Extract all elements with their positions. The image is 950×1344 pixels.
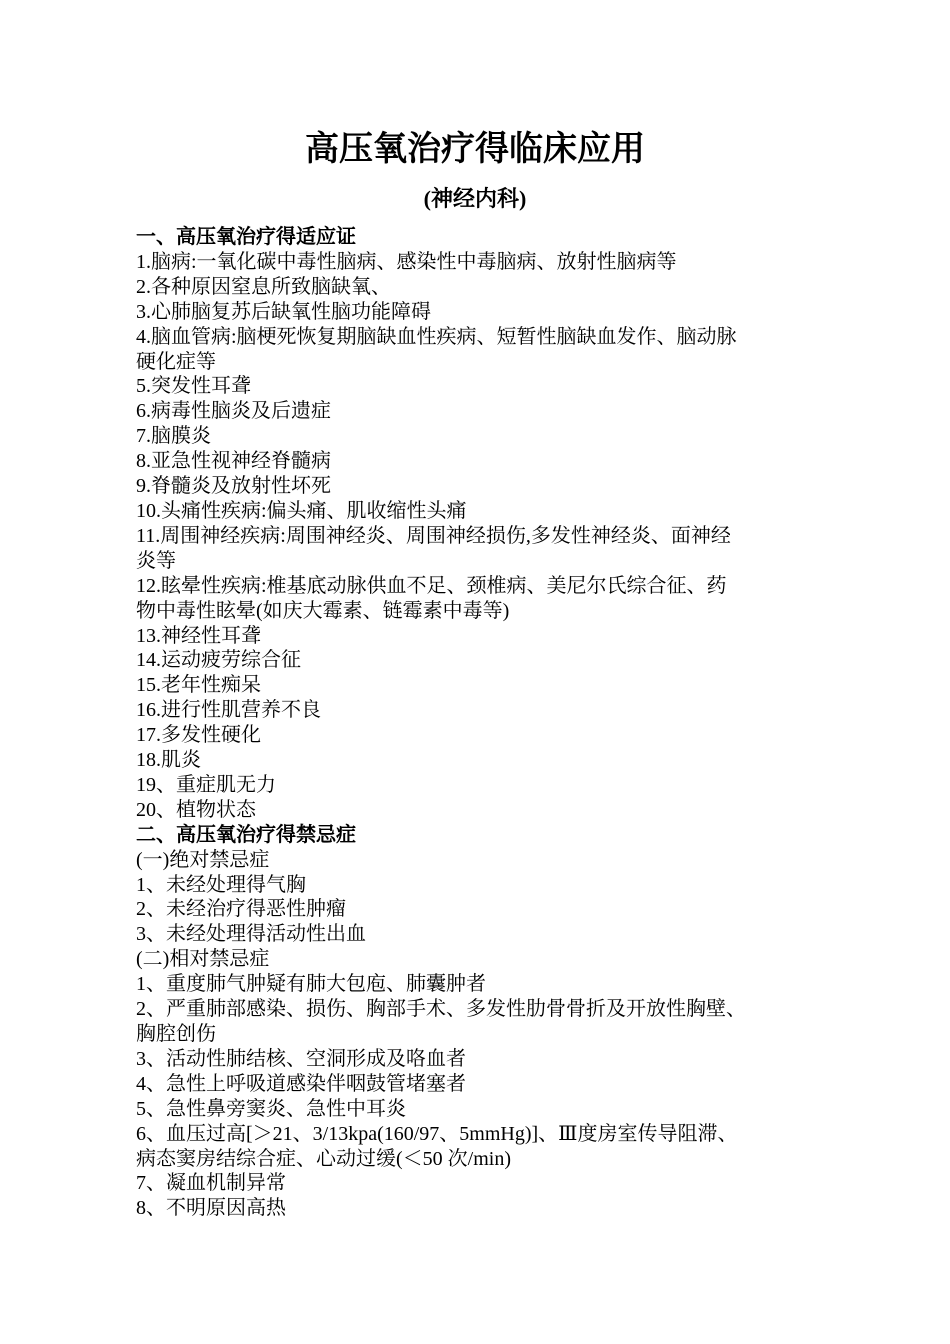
list-item-continuation: 物中毒性眩晕(如庆大霉素、链霉素中毒等) <box>136 599 510 622</box>
list-item-continuation: 病态窦房结综合症、心动过缓(＜50 次/min) <box>136 1147 511 1170</box>
subsection-heading-relative: (二)相对禁忌症 <box>136 948 270 971</box>
list-item: 16.进行性肌营养不良 <box>136 699 321 722</box>
section-heading-contraindications: 二、高压氧治疗得禁忌症 <box>136 823 356 846</box>
list-item: 13.神经性耳聋 <box>136 624 261 647</box>
list-item: 4.脑血管病:脑梗死恢复期脑缺血性疾病、短暂性脑缺血发作、脑动脉 <box>136 325 737 348</box>
page-subtitle: (神经内科) <box>423 186 527 211</box>
list-item: 6、血压过高[＞21、3/13kpa(160/97、5mmHg)]、Ⅲ度房室传导阻滞、 <box>136 1122 738 1145</box>
list-item: 1、未经处理得气胸 <box>136 873 306 896</box>
relative-contraindications-list <box>136 972 826 1221</box>
subsection-heading-absolute: (一)绝对禁忌症 <box>136 848 270 871</box>
list-item: 17.多发性硬化 <box>136 724 261 747</box>
list-item: 5.突发性耳聋 <box>136 375 251 398</box>
list-item-continuation: 炎等 <box>136 549 176 572</box>
indications-list <box>136 250 826 823</box>
list-item: 1、重度肺气肿疑有肺大包庖、肺囊肿者 <box>136 973 486 996</box>
list-item: 1.脑病:一氧化碳中毒性脑病、感染性中毒脑病、放射性脑病等 <box>136 250 677 273</box>
list-item: 2.各种原因窒息所致脑缺氧、 <box>136 275 391 298</box>
list-item: 10.头痛性疾病:偏头痛、肌收缩性头痛 <box>136 499 467 522</box>
page-title: 高压氧治疗得临床应用 <box>305 131 645 168</box>
document-body <box>136 225 826 1221</box>
list-item: 18.肌炎 <box>136 749 201 772</box>
list-item: 12.眩晕性疾病:椎基底动脉供血不足、颈椎病、美尼尔氏综合征、药 <box>136 574 727 597</box>
list-item: 2、严重肺部感染、损伤、胸部手术、多发性肋骨骨折及开放性胸壁、 <box>136 998 746 1021</box>
list-item: 11.周围神经疾病:周围神经炎、周围神经损伤,多发性神经炎、面神经 <box>136 524 731 547</box>
absolute-contraindications-list <box>136 873 826 948</box>
list-item: 4、急性上呼吸道感染伴咽鼓管堵塞者 <box>136 1072 466 1095</box>
list-item: 3、未经处理得活动性出血 <box>136 923 366 946</box>
list-item: 15.老年性痴呆 <box>136 674 261 697</box>
list-item: 20、植物状态 <box>136 798 256 821</box>
section-heading-indications: 一、高压氧治疗得适应证 <box>136 226 356 248</box>
list-item: 5、急性鼻旁窦炎、急性中耳炎 <box>136 1097 406 1120</box>
list-item-continuation: 硬化症等 <box>136 350 216 373</box>
list-item: 7、凝血机制异常 <box>136 1172 286 1195</box>
list-item: 6.病毒性脑炎及后遗症 <box>136 400 331 423</box>
list-item: 19、重症肌无力 <box>136 773 276 796</box>
list-item: 8.亚急性视神经脊髓病 <box>136 450 331 473</box>
list-item: 9.脊髓炎及放射性坏死 <box>136 475 331 498</box>
list-item: 3、活动性肺结核、空洞形成及咯血者 <box>136 1047 466 1070</box>
list-item-continuation: 胸腔创伤 <box>136 1023 216 1045</box>
list-item: 3.心肺脑复苏后缺氧性脑功能障碍 <box>136 300 431 323</box>
list-item: 8、不明原因高热 <box>136 1197 286 1220</box>
list-item: 14.运动疲劳综合征 <box>136 649 301 672</box>
list-item: 7.脑膜炎 <box>136 425 211 448</box>
list-item: 2、未经治疗得恶性肿瘤 <box>136 898 346 921</box>
